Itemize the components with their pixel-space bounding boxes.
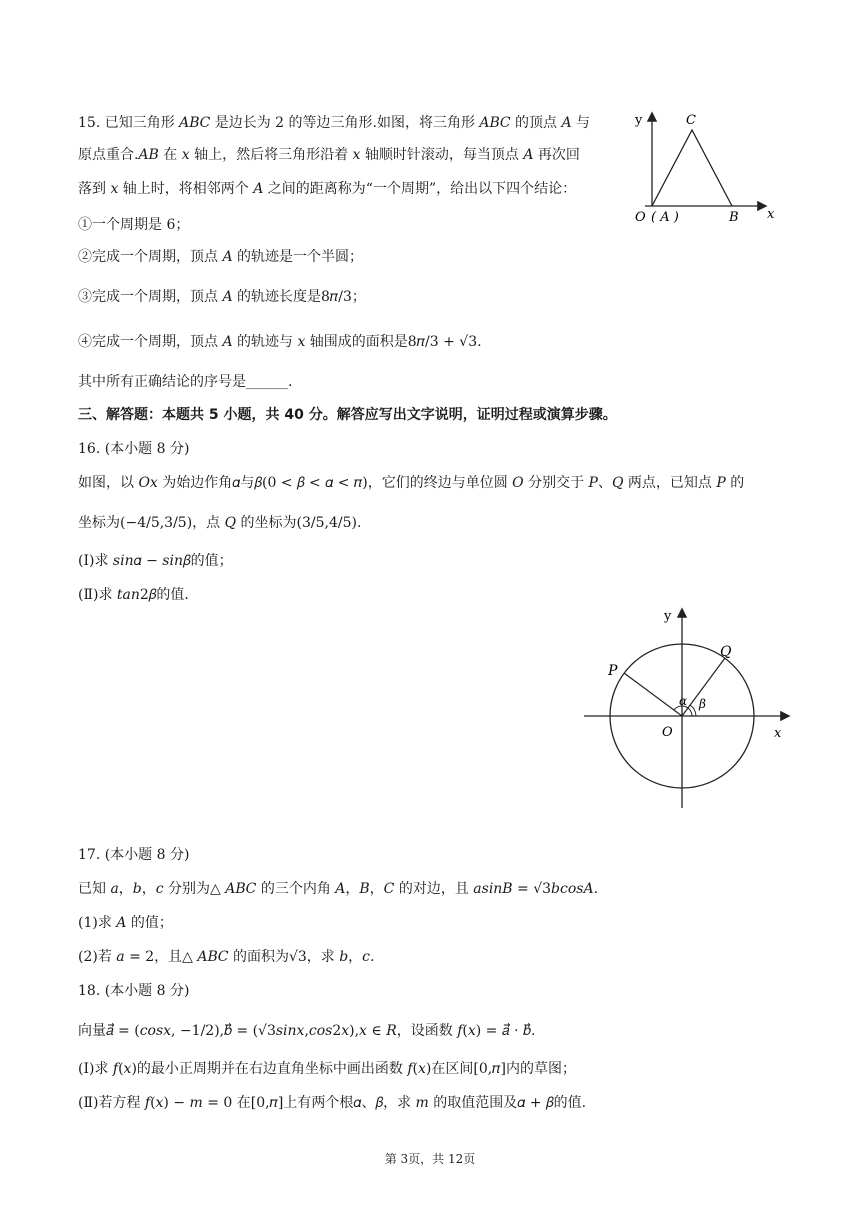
p18-question-1: (Ⅰ)求 𝑓(𝑥)的最小正周期并在右边直角坐标中画出函数 𝑓(𝑥)在区间[0,𝜋]内的草图； [78, 1061, 576, 1077]
fig15-a-label: ( A ) [651, 210, 679, 225]
p18-title: 18. (本小题 8 分) [78, 983, 190, 999]
ray-op [624, 673, 682, 716]
triangle-figure [625, 108, 785, 228]
section-3-heading: 三、解答题：本题共 5 小题，共 40 分。解答应写出文字说明，证明过程或演算步骤。 [78, 407, 617, 423]
fig16-x-label: x [774, 726, 782, 741]
p16-line2: 坐标为(−4/5,3/5)，点 𝑄 的坐标为(3/5,4/5). [78, 515, 362, 531]
fig15-b-label: B [729, 210, 739, 225]
p15-choice-2: ②完成一个周期，顶点 𝐴 的轨迹是一个半圆； [78, 249, 364, 265]
fig15-x-label: x [767, 207, 775, 222]
p15-question: 其中所有正确结论的序号是______. [78, 374, 293, 390]
triangle-abc [652, 130, 732, 206]
p15-line2: 原点重合.𝐴𝐵 在 𝑥 轴上，然后将三角形沿着 𝑥 轴顺时针滚动，每当顶点 𝐴 再次回 [78, 147, 580, 163]
p17-question-1: (1)求 𝐴 的值； [78, 915, 173, 931]
p15-choice-3: ③完成一个周期，顶点 𝐴 的轨迹长度是8𝜋/3； [78, 289, 366, 305]
p16-question-1: (Ⅰ)求 𝑠𝑖𝑛𝛼 − 𝑠𝑖𝑛𝛽的值； [78, 553, 233, 569]
p17-line1: 已知 𝑎，𝑏，𝑐 分别为△ 𝐴𝐵𝐶 的三个内角 𝐴，𝐵，𝐶 的对边，且 𝑎𝑠𝑖𝑛𝐵 = √3𝑏𝑐𝑜𝑠𝐴. [78, 881, 599, 897]
p18-question-2: (Ⅱ)若方程 𝑓(𝑥) − 𝑚 = 0 在[0,𝜋]上有两个根𝛼、𝛽，求 𝑚 的取值范围及𝛼 + 𝛽的值. [78, 1095, 587, 1111]
p16-line1: 如图，以 𝑂𝑥 为始边作角𝛼与𝛽(0 < 𝛽 < 𝛼 < 𝜋)，它们的终边与单位圆 𝑂 分别交于 𝑃、𝑄 两点，已知点 𝑃 的 [78, 475, 745, 491]
fig15-c-label: C [686, 113, 696, 128]
fig16-y-label: y [664, 609, 672, 624]
page-footer: 第 3页，共 12页 [384, 1152, 476, 1166]
fig16-q-label: Q [720, 644, 732, 660]
fig16-p-label: P [608, 663, 618, 679]
p17-title: 17. (本小题 8 分) [78, 847, 190, 863]
p16-title: 16. (本小题 8 分) [78, 441, 190, 457]
fig15-o-label: O [635, 210, 646, 225]
p17-question-2: (2)若 𝑎 = 2，且△ 𝐴𝐵𝐶 的面积为√3，求 𝑏，𝑐. [78, 949, 375, 965]
p15-choice-1: ①一个周期是 6； [78, 217, 190, 233]
fig15-y-label: y [635, 113, 643, 128]
p18-line1: 向量𝑎⃗ = (𝑐𝑜𝑠𝑥, −1/2),𝑏⃗ = (√3𝑠𝑖𝑛𝑥,𝑐𝑜𝑠2𝑥),𝑥 ∈ 𝑅，设函数 𝑓(𝑥) = 𝑎⃗ ⋅ 𝑏⃗. [78, 1023, 536, 1039]
unit-circle-figure [578, 604, 798, 814]
fig16-alpha-label: α [679, 694, 688, 708]
p15-line3: 落到 𝑥 轴上时，将相邻两个 𝐴 之间的距离称为“一个周期”，给出以下四个结论： [78, 181, 577, 197]
fig16-o-label: O [662, 725, 673, 740]
p15-choice-4: ④完成一个周期，顶点 𝐴 的轨迹与 𝑥 轴围成的面积是8𝜋/3 + √3. [78, 334, 482, 350]
p15-line1: 15. 已知三角形 𝐴𝐵𝐶 是边长为 2 的等边三角形.如图，将三角形 𝐴𝐵𝐶 的顶点 𝐴 与 [78, 115, 591, 131]
fig16-beta-label: β [699, 697, 706, 711]
p16-question-2: (Ⅱ)求 𝑡𝑎𝑛2𝛽的值. [78, 587, 189, 603]
